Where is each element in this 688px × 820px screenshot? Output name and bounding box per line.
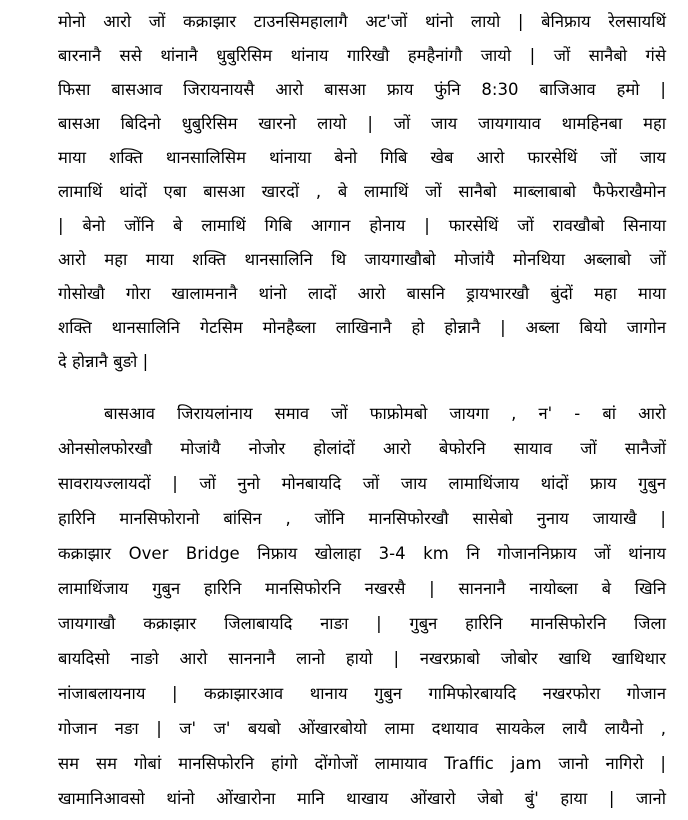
text-line: सम सम गोबां मानसिफोरनि हांगो दोंगोजों लामायाव Traffic jam जानो नागिरो | — [58, 754, 666, 773]
text-line: बारनानै ससे थांनानै धुबुरिसिम थांनाय गारिखौ हमहैनांगौ जायो | जों सानैबो गंसे — [58, 46, 666, 65]
text-line: गोजान नङा | ज' ज' बयबो ओंखारबोयो लामा दथायाव सायकेल लायै लायैनो , — [58, 719, 666, 738]
text-line: जायगाखौ कक्राझार जिलाबायदि नाङा | गुबुन हारिनि मानसिफोरनि जिला — [58, 614, 666, 633]
text-line: नांजाबलायनाय | कक्राझारआव थानाय गुबुन गामिफोरबायदि नखरफोरा गोजान — [58, 684, 666, 703]
text-line: खामानिआवसो थांनो ओंखारोना मानि थाखाय ओंखारो जेबो बुं' हाया | जानो — [58, 789, 666, 808]
text-line: हारिनि मानसिफोरानो बांसिन , जोंनि मानसिफोरखौ सासेबो नुनाय जायाखै | — [58, 509, 666, 528]
text-line: गोसोखौ गोरा खालामनानै थांनो लादों आरो बासनि ड्रायभारखौ बुंदों महा माया — [58, 284, 666, 303]
text-line: कक्राझार Over Bridge निफ्राय खोलाहा 3-4 km नि गोजाननिफ्राय जों थांनाय — [58, 544, 666, 563]
text-line: लामाथिं थांदों एबा बासआ खारदों , बे लामाथिं जों सानैबो माब्लाबाबो फैफेराखैमोन — [58, 182, 666, 201]
text-line: शक्ति थानसालिनि गेटसिम मोनहैब्ला लाखिनानै हो होन्नानै | अब्ला बियो जागोन — [58, 318, 666, 337]
text-line: | बेनो जोंनि बे लामाथिं गिबि आगान होनाय | फारसेथिं जों रावखौबो सिनाया — [58, 216, 666, 235]
text-line: आरो महा माया शक्ति थानसालिनि थि जायगाखौबो मोजांयै मोनथिया अब्लाबो जों — [58, 250, 666, 269]
text-line: सावरायज्लायदों | जों नुनो मोनबायदि जों जाय लामाथिंजाय थांदों फ्राय गुबुन — [58, 474, 666, 493]
text-line: लामाथिंजाय गुबुन हारिनि मानसिफोरनि नखरसै | साननानै नायोब्ला बे खिनि — [58, 579, 666, 598]
text-line: बासआव जिरायलांनाय समाव जों फाफ्रोमबो जायगा , न' - बां आरो — [104, 404, 666, 423]
text-line: बासआ बिदिनो धुबुरिसिम खारनो लायो | जों जाय जायगायाव थामहिनबा महा — [58, 114, 666, 133]
text-line: दे होन्नानै बुङो | — [58, 352, 149, 371]
text-line: मोनो आरो जों कक्राझार टाउनसिमहालागै अट'जों थांनो लायो | बेनिफ्राय रेलसायथिं — [58, 12, 666, 31]
text-line: फिसा बासआव जिरायनायसै आरो बासआ फ्राय फुंनि 8:30 बाजिआव हमो | — [58, 80, 666, 99]
text-line: ओनसोलफोरखौ मोजांयै नोजोर होलांदों आरो बेफोरनि सायाव जों सानैजों — [58, 439, 666, 458]
text-line: बायदिसो नाङो आरो साननानै लानो हायो | नखरफ्राबो जोबोर खाथि खाथिथार — [58, 649, 666, 668]
text-line: माया शक्ति थानसालिसिम थांनाया बेनो गिबि खेब आरो फारसेथिं जों जाय — [58, 148, 666, 167]
